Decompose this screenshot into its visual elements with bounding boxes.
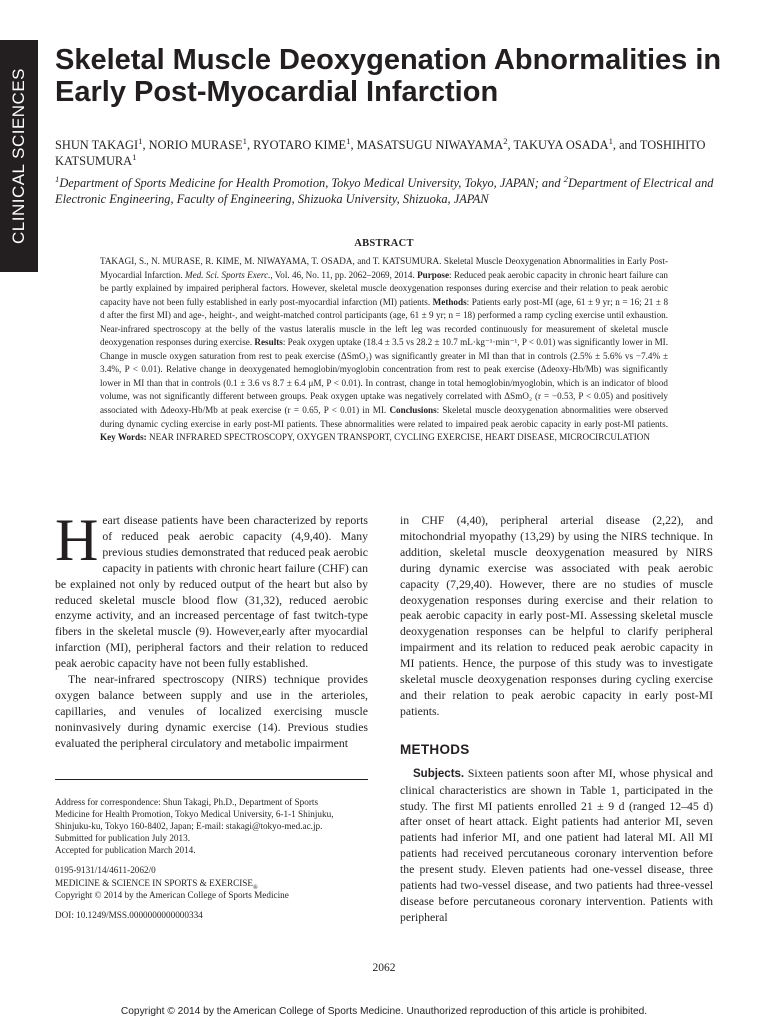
body-column-right <box>400 513 713 926</box>
methods-heading: METHODS <box>400 741 470 757</box>
affiliations: $^1$Department of Sports Medicine for Health Promotion, Tokyo Medical University, Tokyo, JAPAN; and $^2$Department of Electrical and Electronic Engineering, Faculty of Engineering, Shizuoka University, Shizuoka, JAPAN <box>55 173 714 206</box>
issn: 0195-9131/14/4611-2062/0 <box>55 865 156 876</box>
intro-paragraph-1: Heart disease patients have been characterized by reports of reduced peak aerobic capacity (4,9,40). Many previous studies demonstrated that reduced peak aerobic capacity in patients with chronic heart failure (CHF) can be explained not only by reduced output of the heart but also by reduced skeletal muscle blood flow (31,32), reduced aerobic enzyme activity, and an increased percentage of fast twitch-type fibers in the skeletal muscle (9). However,early after myocardial infarction (MI), peripheral factors and their relation to reduced peak aerobic capacity have not been fully established. <box>55 507 368 671</box>
author-2: NORIO MURASE$^1$, <box>148 135 254 152</box>
footnote-divider <box>55 779 368 780</box>
article-title: Skeletal Muscle Deoxygenation Abnormalities in Early Post-Myocardial Infarction <box>55 44 722 108</box>
abstract-heading: ABSTRACT <box>354 238 414 249</box>
section-tab-label: CLINICAL SCIENCES <box>9 67 28 245</box>
intro-paragraph-2: The near-infrared spectroscopy (NIRS) technique provides oxygen balance between supply and use in the arterioles, capillaries, and venules of localized exercising muscle noninvasively during dynamic exercise (14). Previous studies evaluated the peripheral circulatory and metabolic impairment <box>55 673 368 750</box>
page-number: 2062 <box>372 962 396 974</box>
author-list <box>55 137 715 169</box>
author-3: RYOTARO KIME$^1$, <box>253 135 357 152</box>
author-4: MASATSUGU NIWAYAMA$^2$, <box>356 135 514 152</box>
author-1: SHUN TAKAGI$^1$, <box>55 135 149 152</box>
author-6: and TOSHIHITO KATSUMURA$^1$ <box>55 138 706 168</box>
correspondence-footnote: Address for correspondence: Shun Takagi, Ph.D., Department of Sports Medicine for Health Promotion, Tokyo Medical University, 6-1-1 Shinjuku, Shinjuku-ku, Tokyo 160-8402, Japan; E-mail: stakagi@tokyo-med.ac.jp. Submitted for publication July 2013. Accepted for publication March 2014. 0195-9131/14/4611-2062/0 MEDICINE & SCIENCE IN SPORTS & $EXERCISE_®$ Copyright © 2014 by the American College of Sports Medicine DOI: 10.1249/MSS.0000000000000334 <box>55 796 368 921</box>
abstract-body: TAKAGI, S., N. MURASE, R. KIME, M. NIWAYAMA, T. OSADA, and T. KATSUMURA. Skeletal Muscle Deoxygenation Abnormalities in Early Post-Myocardial Infarction. Med. Sci. Sports Exerc., Vol. 46, No. 11, pp. 2062–2069, 2014. Purpose: Reduced peak aerobic capacity in chronic heart failure can be partly explained by impaired peripheral factors. However, skeletal muscle deoxygenation responses during exercise and their relation to peak aerobic capacity have not been fully established in early post-myocardial infarction (MI) patients. Methods: Patients early post-MI (age, 61 ± 9 yr; n = 16; 21 ± 8 d after the first MI) and age-, height-, and weight-matched control participants (age, 61 ± 9 yr; n = 18) performed a ramp cycling exercise until exhaustion. Near-infrared spectroscopy at the belly of the vastus lateralis muscle in the left leg was recorded continuously for measurement of skeletal muscle deoxygenation responses during exercise. Results: Peak oxygen uptake (18.4 ± 3.5 vs 28.2 ± 10.7 mL·kg⁻¹·min⁻¹, P < 0.01) was significantly lower in MI. Change in muscle oxygen saturation from rest to peak exercise (ΔSmO₂) was significantly greater in MI than that in controls (2.5% ± 5.6% vs −7.4% ± 3.4%, P < 0.01). Relative change in deoxygenated hemoglobin/myoglobin concentration from rest to peak exercise (Δdeoxy-Hb/Mb) was significantly lower in MI than that in controls (0.1 ± 3.6 vs 8.7 ± 6.4 μM, P < 0.01). In contrast, change in total hemoglobin/myoglobin, which is an indicator of blood volume, was not significantly different between groups. Peak oxygen uptake was negatively correlated with ΔSmO₂ (r = −0.53, P < 0.05) and positively associated with Δdeoxy-Hb/Mb at peak exercise (r = 0.65, P < 0.01) in MI. Conclusions: Skeletal muscle deoxygenation abnormalities were observed during dynamic cycling exercise in early post-MI patients. These abnormalities were related to impaired peak aerobic capacity in early post-MI patients. Key Words: NEAR INFRARED SPECTROSCOPY, OXYGEN TRANSPORT, CYCLING EXERCISE, HEART DISEASE, MICROCIRCULATION <box>100 256 669 443</box>
doi: DOI: 10.1249/MSS.0000000000000334 <box>55 909 203 920</box>
journal-name: MEDICINE & SCIENCE IN SPORTS & $EXERCISE_®$ <box>55 877 258 891</box>
copyright-line: Copyright © 2014 by the American College of Sports Medicine <box>55 889 289 900</box>
intro-paragraph-3: in CHF (4,40), peripheral arterial disease (2,22), and mitochondrial myopathy (13,29) by using the NIRS technique. In addition, skeletal muscle deoxygenation measured by NIRS during dynamic exercise was associated with peak aerobic capacity (7,29,40). However, there are no studies of muscle deoxygenation responses during exercise and their relation to peak aerobic capacity in early post-MI. Assessing skeletal muscle deoxygenation responses can be helpful to clarify peripheral impairment and its relation to reduced peak aerobic capacity in MI patients. Hence, the purpose of this study was to investigate skeletal muscle deoxygenation responses during cycling exercise and their relation to peak aerobic capacity in early post-MI patients. <box>400 514 713 718</box>
journal-abbrev: Med. Sci. Sports Exerc. <box>184 269 271 280</box>
subjects-paragraph: Subjects. Sixteen patients soon after MI, whose physical and clinical characteristics are shown in Table 1, participated in the study. The first MI patients enrolled 21 ± 9 d (ranged 12–45 d) after onset of heart attack. Eight patients had anterior MI, seven patients had inferior MI, and one patient had lateral MI. All MI patients had received percutaneous coronary intervention before the present study. Eleven patients had one-vessel disease, three patients had two-vessel disease, and two patients had three-vessel disease before percutaneous coronary intervention. Patients with peripheral <box>400 766 713 924</box>
drop-cap: H <box>55 507 99 573</box>
author-5: TAKUYA OSADA$^1$, <box>513 135 620 152</box>
body-column-left <box>55 507 368 752</box>
copyright-notice: Copyright © 2014 by the American College of Sports Medicine. Unauthorized reproduction of this article is prohibited. <box>120 1006 648 1017</box>
